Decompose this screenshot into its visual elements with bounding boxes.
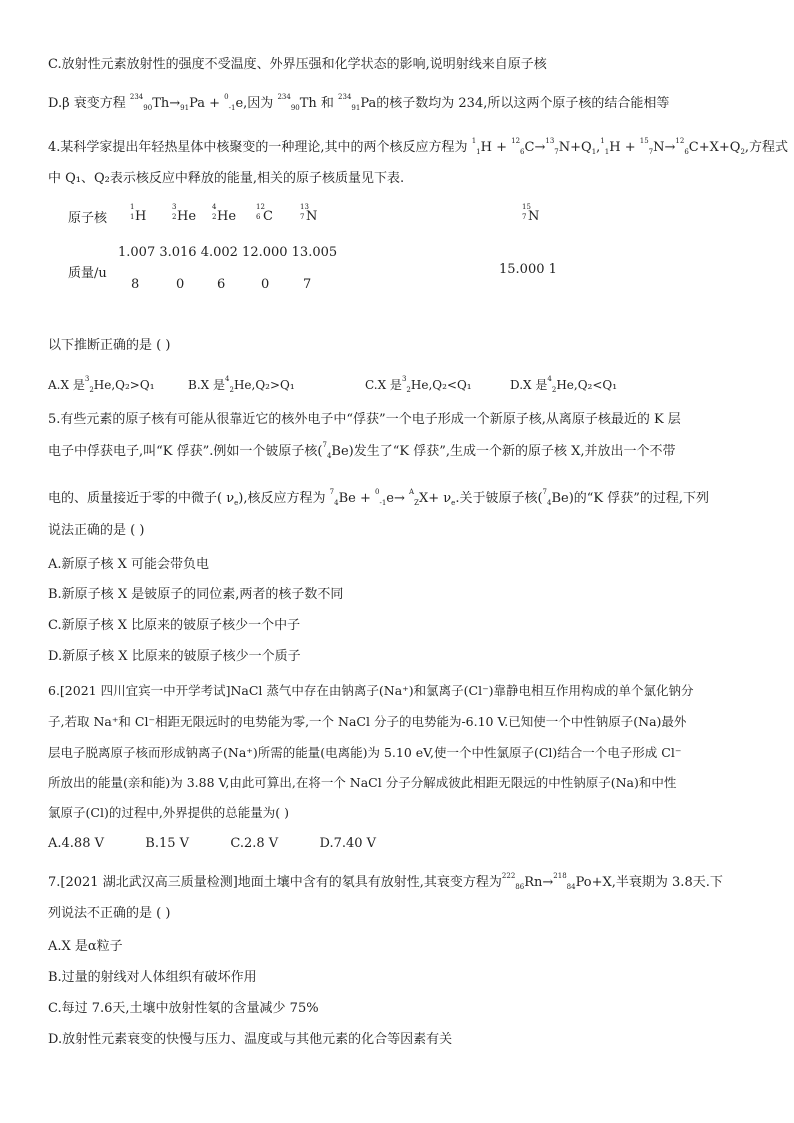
- q3-option-c: C.放射性元素放射性的强度不受温度、外界压强和化学状态的影响,说明射线来自原子核: [48, 57, 547, 72]
- row-label-nuclide: 原子核: [68, 211, 108, 226]
- q7-option-b[interactable]: B.过量的射线对人体组织有破坏作用: [48, 970, 257, 985]
- q5-option-d[interactable]: D.新原子核 X 比原来的铍原子核少一个质子: [48, 649, 301, 664]
- q4-option-a[interactable]: A.X 是$^3_2$He,Q₂>Q₁: [48, 375, 155, 394]
- q7-option-d[interactable]: D.放射性元素衰变的快慢与压力、温度或与其他元素的化合等因素有关: [48, 1032, 453, 1047]
- q4-stem-2: 中 Q₁、Q₂表示核反应中释放的能量,相关的原子核质量见下表.: [48, 171, 405, 186]
- nuclide-he4: He: [217, 209, 237, 224]
- nuclide-c12: C: [263, 209, 273, 224]
- nuclide-n15: N: [528, 209, 540, 224]
- q4-option-c[interactable]: C.X 是$^3_2$He,Q₂<Q₁: [365, 375, 472, 394]
- q7-option-c[interactable]: C.每过 7.6天,土壤中放射性氡的含量减少 75%: [48, 1001, 319, 1016]
- q6-options[interactable]: A.4.88 V B.15 V C.2.8 V D.7.40 V: [48, 836, 377, 851]
- q5-option-a[interactable]: A.新原子核 X 可能会带负电: [48, 557, 210, 572]
- q6-stem-1: 6.[2021 四川宜宾一中开学考试]NaCl 蒸气中存在由钠离子(Na⁺)和氯离子(Cl⁻)靠静电相互作用构成的单个氯化钠分: [48, 683, 694, 698]
- q5-stem-3: 电的、质量接近于零的中微子( $\nu_e$),核反应方程为 $^7_4Be + ^0_{-1}e\to ^A_ZX+ \nu_e$.关于铍原子核($^7_4$Be)的“K 俘获”的过程,下列: [48, 488, 710, 507]
- q6-stem-5: 氯原子(Cl)的过程中,外界提供的总能量为( ): [48, 805, 290, 820]
- q7-stem-2: 列说法不正确的是 ( ): [48, 906, 171, 921]
- mass-number: 234: [129, 93, 144, 101]
- q6-stem-4: 所放出的能量(亲和能)为 3.88 V,由此可算出,在将一个 NaCl 分子分解成彼此相距无限远的中性钠原子(Na)和中性: [48, 775, 677, 790]
- q6-stem-3: 层电子脱离原子核而形成钠离子(Na⁺)所需的能量(电离能)为 5.10 eV,使一个中性氯原子(Cl)结合一个电子形成 Cl⁻: [48, 745, 682, 760]
- nuclide-he3: He: [177, 209, 197, 224]
- q6-stem-2: 子,若取 Na⁺和 Cl⁻相距无限远时的电势能为零,一个 NaCl 分子的电势能为-6.10 V.已知使一个中性钠原子(Na)最外: [48, 714, 687, 729]
- nuclide-n13: N: [306, 209, 318, 224]
- mass-n15: 15.000 1: [499, 262, 557, 277]
- mass-values-top: 1.007 3.016 4.002 12.000 13.005: [118, 245, 338, 260]
- q5-option-b[interactable]: B.新原子核 X 是铍原子的同位素,两者的核子数不同: [48, 587, 344, 602]
- q4-option-b[interactable]: B.X 是$^4_2$He,Q₂>Q₁: [188, 375, 295, 394]
- q3-option-d: D.β 衰变方程 $^{234}_{90}Th\to_{91}Pa + ^0_{-1}e$,因为 $^{234}_{90}$Th 和 $^{234}_{91}$Pa的核子数均为 234,所以这两个原子核的结合能相等: [48, 93, 670, 112]
- nuclide-h1: H: [135, 209, 147, 224]
- row-label-mass: 质量/u: [68, 266, 107, 281]
- q4-stem: 4.某科学家提出年轻热星体中核聚变的一种理论,其中的两个核反应方程为 $^1_1H + ^{12}_6C\to^{13}_7N+Q_1,^1_1H + ^{15}_7N\to^{12}_6C+X+Q_2$,方程式: [48, 137, 789, 156]
- q7-stem-1: 7.[2021 湖北武汉高三质量检测]地面土壤中含有的氡具有放射性,其衰变方程为$^{222}_{86}$Rn→$^{218}_{84}$Po+X,半衰期为 3.8天.下: [48, 872, 723, 891]
- q5-stem-1: 5.有些元素的原子核有可能从很靠近它的核外电子中“俘获”一个电子形成一个新原子核,从离原子核最近的 K 层: [48, 412, 681, 427]
- q4-ask: 以下推断正确的是 ( ): [48, 338, 171, 353]
- q5-option-c[interactable]: C.新原子核 X 比原来的铍原子核少一个中子: [48, 618, 301, 633]
- q5-stem-2: 电子中俘获电子,叫“K 俘获”.例如一个铍原子核($^7_4$Be)发生了“K 俘获”,生成一个新的原子核 X,并放出一个不带: [48, 441, 676, 460]
- q4-option-d[interactable]: D.X 是$^4_2$He,Q₂<Q₁: [510, 375, 618, 394]
- q7-option-a[interactable]: A.X 是α粒子: [48, 939, 123, 954]
- q5-stem-4: 说法正确的是 ( ): [48, 523, 145, 538]
